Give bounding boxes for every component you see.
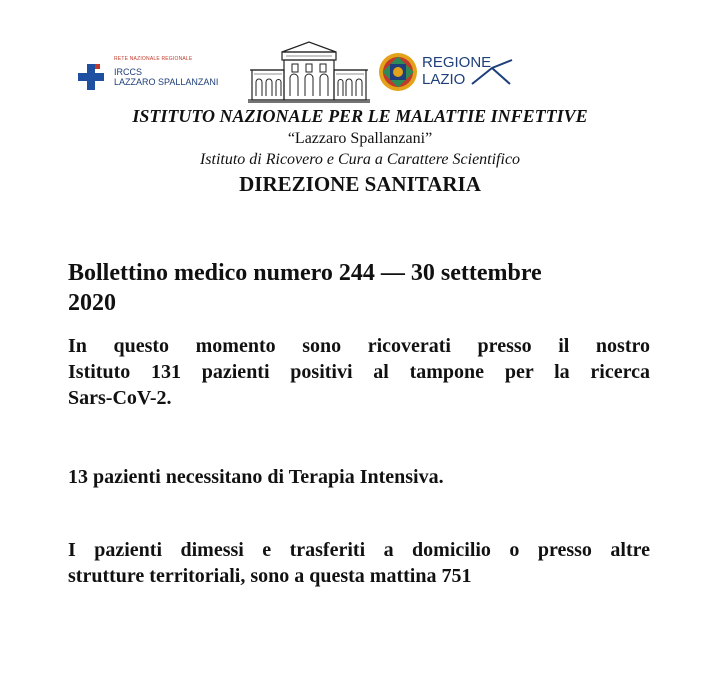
irccs-logo	[78, 52, 238, 92]
department-title: DIREZIONE SANITARIA	[239, 172, 481, 196]
document-header	[0, 104, 720, 198]
regione-line-2: LAZIO	[422, 71, 466, 88]
medical-cross-icon	[78, 64, 104, 90]
intensive-care-paragraph: 13 pazienti necessitano di Terapia Intensiva.	[68, 466, 444, 488]
hospitalized-paragraph	[68, 333, 650, 411]
institute-building-icon	[248, 38, 370, 104]
institute-subtitle: “Lazzaro Spallanzani”	[287, 130, 433, 147]
hospitalized-line-2: Istituto 131 pazienti positivi al tampone per la ricerca	[68, 361, 650, 383]
bulletin-title-line-1: Bollettino medico numero 244 — 30 settembre	[68, 260, 542, 286]
hospitalized-line-3: Sars-CoV-2.	[68, 387, 172, 409]
logo-row	[0, 38, 720, 106]
bulletin-title-line-2: 2020	[68, 290, 116, 316]
regione-swoosh-icon	[470, 56, 514, 90]
discharged-paragraph	[68, 537, 650, 589]
irccs-line-1: IRCCS	[114, 67, 143, 77]
irccs-line-2: LAZZARO SPALLANZANI	[114, 77, 219, 87]
irccs-network-label: RETE NAZIONALE REGIONALE	[114, 56, 193, 62]
institute-description: Istituto di Ricovero e Cura a Carattere Scientifico	[199, 151, 521, 168]
regione-emblem-icon	[378, 52, 418, 92]
irccs-name	[114, 67, 218, 87]
discharged-line-2: strutture territoriali, sono a questa mattina 751	[68, 565, 472, 587]
regione-lazio-logo	[378, 52, 538, 92]
institute-name: ISTITUTO NAZIONALE PER LE MALATTIE INFETTIVE	[132, 106, 588, 126]
hospitalized-line-1: In questo momento sono ricoverati presso il nostro	[68, 335, 650, 357]
discharged-line-1: I pazienti dimessi e trasferiti a domicilio o presso altre	[68, 539, 650, 561]
bulletin-title	[68, 258, 660, 318]
regione-line-1: REGIONE	[422, 54, 492, 71]
